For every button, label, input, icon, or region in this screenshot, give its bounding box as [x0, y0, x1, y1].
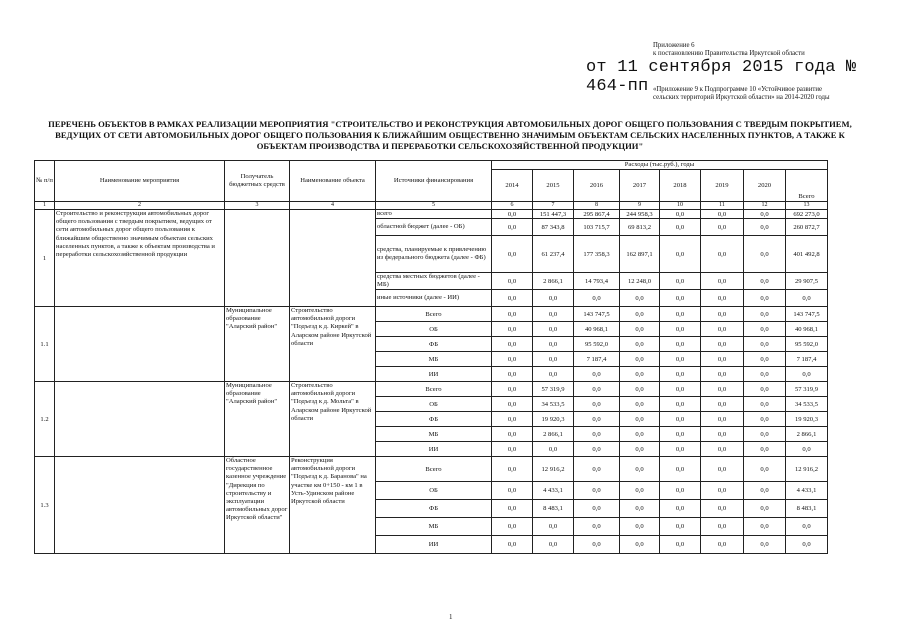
amount-cell: 401 492,8: [786, 236, 828, 273]
amount-cell: 0,0: [701, 307, 744, 322]
amount-cell: 2 866,1: [533, 427, 574, 442]
amount-cell: 0,0: [620, 290, 660, 307]
funding-source: ИИ: [376, 442, 492, 457]
amount-cell: 0,0: [492, 210, 533, 219]
amount-cell: 0,0: [492, 500, 533, 518]
col-expenses-header: Расходы (тыс.руб.), годы: [492, 161, 828, 170]
amount-cell: 0,0: [492, 412, 533, 427]
measure-name: Строительство и реконструкция автомобильных дорог общего пользования с твердым покрытием, ведущих от сети автомобильных дорог общего пользования к ближайшим общественно значимым объектам сельских населенных пунктов, а также к объектам производства и переработки сельскохозяйственной продукции: [55, 210, 225, 307]
amount-cell: 0,0: [701, 337, 744, 352]
year-header: 2020: [744, 170, 786, 202]
amount-cell: 0,0: [574, 290, 620, 307]
decree-reference: к постановлению Правительства Иркутской области: [653, 50, 805, 57]
amount-cell: 177 358,3: [574, 236, 620, 273]
funding-source: МБ: [376, 427, 492, 442]
col-name-header: Наименование мероприятия: [55, 161, 225, 202]
col-source-header: Источники финансирования: [376, 161, 492, 202]
amount-cell: 87 343,8: [533, 219, 574, 236]
amount-cell: 0,0: [492, 236, 533, 273]
funding-source: Всего: [376, 382, 492, 397]
objects-table: [34, 160, 828, 554]
amount-cell: 0,0: [744, 412, 786, 427]
amount-cell: 0,0: [492, 322, 533, 337]
amount-cell: 0,0: [660, 442, 701, 457]
column-index: 1: [35, 202, 55, 210]
amount-cell: 0,0: [492, 518, 533, 536]
amount-cell: 0,0: [620, 367, 660, 382]
amount-cell: 0,0: [620, 352, 660, 367]
amount-cell: 12 916,2: [533, 457, 574, 482]
date-stamp: от 11 сентября 2015 года № 464-пп: [586, 58, 857, 96]
amount-cell: 0,0: [701, 219, 744, 236]
column-index: 3: [225, 202, 290, 210]
amount-cell: 0,0: [660, 236, 701, 273]
object-name: [290, 210, 376, 307]
amount-cell: 0,0: [660, 307, 701, 322]
funding-source: иные источники (далее - ИИ): [376, 290, 492, 307]
amount-cell: 0,0: [620, 427, 660, 442]
amount-cell: 0,0: [492, 442, 533, 457]
amount-cell: 0,0: [574, 500, 620, 518]
funding-source: ОБ: [376, 397, 492, 412]
funding-source: ОБ: [376, 482, 492, 500]
amount-cell: 0,0: [492, 219, 533, 236]
amount-cell: 0,0: [574, 442, 620, 457]
amount-cell: 0,0: [786, 367, 828, 382]
amount-cell: 0,0: [492, 457, 533, 482]
amount-cell: 0,0: [533, 536, 574, 554]
funding-source: ФБ: [376, 412, 492, 427]
amount-cell: 4 433,1: [786, 482, 828, 500]
col-recipient-header: Получатель бюджетных средств: [225, 161, 290, 202]
row-number: 1.2: [35, 382, 55, 457]
amount-cell: 95 592,0: [574, 337, 620, 352]
amount-cell: 0,0: [701, 412, 744, 427]
amount-cell: 0,0: [701, 427, 744, 442]
amount-cell: 0,0: [660, 457, 701, 482]
year-header: 2015: [533, 170, 574, 202]
amount-cell: 2 866,1: [533, 273, 574, 290]
funding-source: Всего: [376, 457, 492, 482]
page-number: 1: [449, 613, 453, 621]
amount-cell: 143 747,5: [574, 307, 620, 322]
amount-cell: 0,0: [744, 273, 786, 290]
funding-source: средства местных бюджетов (далее - МБ): [376, 273, 492, 290]
funds-recipient: Муниципальное образование "Аларский район": [225, 307, 290, 382]
amount-cell: 0,0: [744, 236, 786, 273]
amount-cell: 295 867,4: [574, 210, 620, 219]
amount-cell: 7 187,4: [574, 352, 620, 367]
amount-cell: 0,0: [620, 442, 660, 457]
amount-cell: 0,0: [620, 500, 660, 518]
amount-cell: 7 187,4: [786, 352, 828, 367]
amount-cell: 0,0: [660, 482, 701, 500]
amount-cell: 0,0: [660, 290, 701, 307]
amount-cell: 0,0: [744, 382, 786, 397]
amount-cell: 0,0: [701, 352, 744, 367]
row-number: 1.1: [35, 307, 55, 382]
funding-source: МБ: [376, 518, 492, 536]
amount-cell: 0,0: [492, 337, 533, 352]
amount-cell: 0,0: [620, 307, 660, 322]
year-header: 2019: [701, 170, 744, 202]
column-index: 7: [533, 202, 574, 210]
funds-recipient: Областное государственное казенное учреждение "Дирекция по строительству и эксплуатации автомобильных дорог Иркутской области": [225, 457, 290, 554]
amount-cell: 0,0: [492, 273, 533, 290]
amount-cell: 12 248,0: [620, 273, 660, 290]
funding-source: МБ: [376, 352, 492, 367]
funds-recipient: Муниципальное образование "Аларский район": [225, 382, 290, 457]
year-header: 2018: [660, 170, 701, 202]
amount-cell: 0,0: [574, 367, 620, 382]
amount-cell: 34 533,5: [786, 397, 828, 412]
amount-cell: 0,0: [744, 536, 786, 554]
amount-cell: 19 920,3: [533, 412, 574, 427]
amount-cell: 0,0: [533, 367, 574, 382]
amount-cell: 0,0: [660, 273, 701, 290]
amount-cell: 0,0: [786, 442, 828, 457]
amount-cell: 0,0: [574, 457, 620, 482]
amount-cell: 0,0: [744, 307, 786, 322]
amount-cell: 0,0: [701, 210, 744, 219]
table-row: [35, 457, 828, 482]
amount-cell: 0,0: [786, 536, 828, 554]
col-num-header: № п/п: [35, 161, 55, 202]
amount-cell: 0,0: [786, 290, 828, 307]
amount-cell: 0,0: [744, 397, 786, 412]
amount-cell: 0,0: [620, 337, 660, 352]
object-name: Реконструкция автомобильной дороги "Подъезд к д. Баранова" на участке км 0+150 - км 1 в Усть-Удинском районе Иркутской области: [290, 457, 376, 554]
amount-cell: 103 715,7: [574, 219, 620, 236]
amount-cell: 0,0: [620, 382, 660, 397]
amount-cell: 151 447,3: [533, 210, 574, 219]
amount-cell: 0,0: [492, 536, 533, 554]
amount-cell: 0,0: [492, 427, 533, 442]
amount-cell: 8 483,1: [533, 500, 574, 518]
amount-cell: 0,0: [574, 427, 620, 442]
funding-source: ИИ: [376, 367, 492, 382]
amount-cell: 95 592,0: [786, 337, 828, 352]
amount-cell: 8 483,1: [786, 500, 828, 518]
year-header: 2016: [574, 170, 620, 202]
amount-cell: 0,0: [701, 442, 744, 457]
amount-cell: 0,0: [744, 219, 786, 236]
amount-cell: 0,0: [533, 442, 574, 457]
amount-cell: 0,0: [701, 500, 744, 518]
amount-cell: 0,0: [620, 482, 660, 500]
amount-cell: 0,0: [660, 412, 701, 427]
column-index: 4: [290, 202, 376, 210]
amount-cell: 0,0: [660, 322, 701, 337]
amount-cell: 69 813,2: [620, 219, 660, 236]
appendix-subtitle: «Приложение 9 к Подпрограмме 10 «Устойчивое развитие сельских территорий Иркутской области» на 2014-2020 годы: [653, 86, 830, 102]
amount-cell: 692 273,0: [786, 210, 828, 219]
measure-name: [55, 382, 225, 457]
amount-cell: 0,0: [620, 397, 660, 412]
amount-cell: 0,0: [533, 352, 574, 367]
funding-source: ФБ: [376, 337, 492, 352]
column-index: 10: [660, 202, 701, 210]
amount-cell: 0,0: [660, 337, 701, 352]
amount-cell: 162 897,1: [620, 236, 660, 273]
amount-cell: 0,0: [660, 382, 701, 397]
amount-cell: 0,0: [701, 236, 744, 273]
amount-cell: 0,0: [660, 427, 701, 442]
amount-cell: 34 533,5: [533, 397, 574, 412]
amount-cell: 0,0: [492, 307, 533, 322]
amount-cell: 0,0: [492, 397, 533, 412]
amount-cell: 0,0: [744, 442, 786, 457]
funding-source: ИИ: [376, 536, 492, 554]
amount-cell: 0,0: [492, 367, 533, 382]
amount-cell: 0,0: [620, 322, 660, 337]
amount-cell: 0,0: [701, 536, 744, 554]
column-index: 5: [376, 202, 492, 210]
amount-cell: 0,0: [574, 536, 620, 554]
amount-cell: 0,0: [701, 457, 744, 482]
column-index: 6: [492, 202, 533, 210]
amount-cell: 0,0: [701, 382, 744, 397]
amount-cell: 0,0: [744, 482, 786, 500]
funds-recipient: [225, 210, 290, 307]
table-row: [35, 307, 828, 322]
amount-cell: 57 319,9: [533, 382, 574, 397]
amount-cell: 0,0: [660, 210, 701, 219]
funding-source: областной бюджет (далее - ОБ): [376, 219, 492, 236]
amount-cell: 0,0: [744, 337, 786, 352]
amount-cell: 61 237,4: [533, 236, 574, 273]
appendix-label: Приложение 6: [653, 42, 695, 49]
amount-cell: 0,0: [701, 397, 744, 412]
amount-cell: 0,0: [620, 536, 660, 554]
row-number: 1: [35, 210, 55, 307]
funding-source: средства, планируемые к привлечению из федерального бюджета (далее - ФБ): [376, 236, 492, 273]
year-header: Всего: [786, 170, 828, 202]
amount-cell: 40 968,1: [786, 322, 828, 337]
amount-cell: 0,0: [574, 382, 620, 397]
column-index: 11: [701, 202, 744, 210]
amount-cell: 40 968,1: [574, 322, 620, 337]
amount-cell: 0,0: [744, 518, 786, 536]
amount-cell: 0,0: [660, 397, 701, 412]
amount-cell: 12 916,2: [786, 457, 828, 482]
amount-cell: 0,0: [620, 518, 660, 536]
amount-cell: 0,0: [533, 337, 574, 352]
amount-cell: 0,0: [660, 500, 701, 518]
amount-cell: 0,0: [533, 322, 574, 337]
amount-cell: 0,0: [744, 457, 786, 482]
amount-cell: 4 433,1: [533, 482, 574, 500]
object-name: Строительство автомобильной дороги "Подъезд к д. Киркей" в Аларском районе Иркутской области: [290, 307, 376, 382]
document-title: ПЕРЕЧЕНЬ ОБЪЕКТОВ В РАМКАХ РЕАЛИЗАЦИИ МЕРОПРИЯТИЯ "СТРОИТЕЛЬСТВО И РЕКОНСТРУКЦИЯ АВТОМОБИЛЬНЫХ ДОРОГ ОБЩЕГО ПОЛЬЗОВАНИЯ С ТВЕРДЫМ ПОКРЫТИЕМ, ВЕДУЩИХ ОТ СЕТИ АВТОМОБИЛЬНЫХ ДОРОГ ОБЩЕГО ПОЛЬЗОВАНИЯ К БЛИЖАЙШИМ ОБЩЕСТВЕННО ЗНАЧИМЫМ ОБЪЕКТАМ СЕЛЬСКИХ НАСЕЛЕННЫХ ПУНКТОВ, А ТАКЖЕ К ОБЪЕКТАМ ПРОИЗВОДСТВА И ПЕРЕРАБОТКИ СЕЛЬСКОХОЗЯЙСТВЕННОЙ ПРОДУКЦИИ": [48, 119, 852, 151]
amount-cell: 143 747,5: [786, 307, 828, 322]
measure-name: [55, 457, 225, 554]
amount-cell: 0,0: [744, 210, 786, 219]
amount-cell: 19 920,3: [786, 412, 828, 427]
amount-cell: 0,0: [574, 412, 620, 427]
amount-cell: 0,0: [660, 352, 701, 367]
amount-cell: 0,0: [660, 518, 701, 536]
amount-cell: 0,0: [574, 518, 620, 536]
year-header: 2017: [620, 170, 660, 202]
amount-cell: 0,0: [701, 482, 744, 500]
measure-name: [55, 307, 225, 382]
amount-cell: 14 793,4: [574, 273, 620, 290]
col-object-header: Наименование объекта: [290, 161, 376, 202]
amount-cell: 0,0: [660, 367, 701, 382]
amount-cell: 0,0: [620, 457, 660, 482]
funding-source: всего: [376, 210, 492, 219]
amount-cell: 0,0: [701, 367, 744, 382]
amount-cell: 0,0: [701, 273, 744, 290]
amount-cell: 0,0: [744, 290, 786, 307]
amount-cell: 0,0: [492, 290, 533, 307]
amount-cell: 0,0: [701, 290, 744, 307]
amount-cell: 2 866,1: [786, 427, 828, 442]
amount-cell: 244 958,3: [620, 210, 660, 219]
column-index: 12: [744, 202, 786, 210]
amount-cell: 260 872,7: [786, 219, 828, 236]
amount-cell: 0,0: [744, 352, 786, 367]
amount-cell: 0,0: [701, 322, 744, 337]
column-index: 13: [786, 202, 828, 210]
amount-cell: 0,0: [660, 219, 701, 236]
table-row: [35, 382, 828, 397]
amount-cell: 0,0: [533, 307, 574, 322]
amount-cell: 0,0: [533, 290, 574, 307]
amount-cell: 0,0: [574, 397, 620, 412]
funding-source: ФБ: [376, 500, 492, 518]
amount-cell: 29 907,5: [786, 273, 828, 290]
amount-cell: 0,0: [492, 352, 533, 367]
amount-cell: 0,0: [744, 427, 786, 442]
object-name: Строительство автомобильной дороги "Подъезд к д. Мольта" в Аларском районе Иркутской области: [290, 382, 376, 457]
column-index: 2: [55, 202, 225, 210]
amount-cell: 57 319,9: [786, 382, 828, 397]
amount-cell: 0,0: [744, 322, 786, 337]
amount-cell: 0,0: [744, 500, 786, 518]
table-row: [35, 210, 828, 219]
amount-cell: 0,0: [533, 518, 574, 536]
amount-cell: 0,0: [701, 518, 744, 536]
funding-source: Всего: [376, 307, 492, 322]
amount-cell: 0,0: [660, 536, 701, 554]
amount-cell: 0,0: [620, 412, 660, 427]
column-index: 9: [620, 202, 660, 210]
amount-cell: 0,0: [492, 482, 533, 500]
year-header: 2014: [492, 170, 533, 202]
row-number: 1.3: [35, 457, 55, 554]
funding-source: ОБ: [376, 322, 492, 337]
amount-cell: 0,0: [744, 367, 786, 382]
amount-cell: 0,0: [492, 382, 533, 397]
amount-cell: 0,0: [786, 518, 828, 536]
amount-cell: 0,0: [574, 482, 620, 500]
column-index: 8: [574, 202, 620, 210]
